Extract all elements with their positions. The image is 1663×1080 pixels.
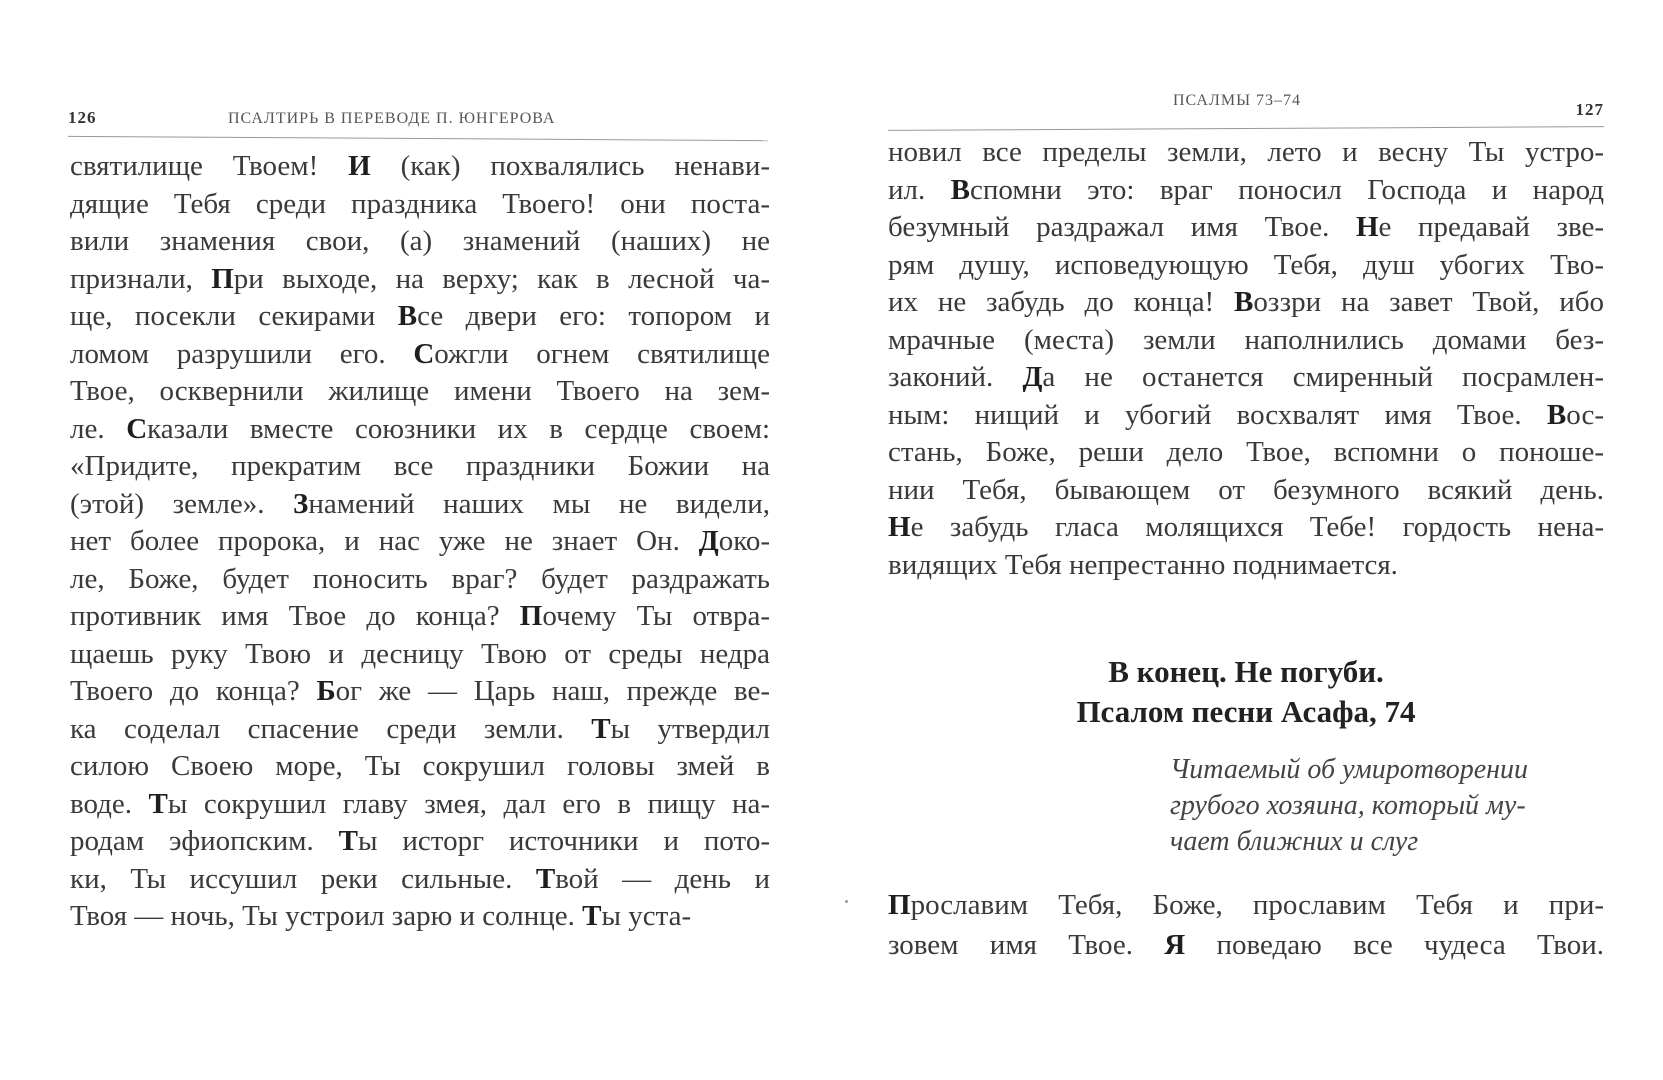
verse-initial: П <box>888 889 911 921</box>
text-segment: их не забудь до конца! <box>888 286 1235 318</box>
text-segment: противник имя Твое до конца? <box>70 600 520 632</box>
page-number-right: 127 <box>1575 100 1604 119</box>
text-segment: ы сокрушил главу змея, дал его в пищу на- <box>167 787 770 820</box>
right-text-column <box>888 134 1604 584</box>
gutter-mark <box>845 900 848 903</box>
text-line <box>70 673 770 711</box>
text-line <box>70 373 770 411</box>
text-segment: ы уста- <box>601 900 692 932</box>
running-head-title-right: ПСАЛМЫ 73–74 <box>1173 92 1302 109</box>
text-line <box>70 148 770 186</box>
text-segment: нет более пророка, и нас уже не знает Он. <box>70 525 699 557</box>
text-segment: святилище Твоем! <box>70 150 349 182</box>
verse-initial: Д <box>1022 361 1043 393</box>
text-line <box>70 223 770 261</box>
text-segment: казали вместе союзники их в сердце своем: <box>147 412 771 445</box>
text-line <box>70 186 770 224</box>
verse-initial: И <box>348 150 371 182</box>
text-line <box>888 134 1604 172</box>
text-segment: рям душу, исповедующую Тебя, душ убогих Тво- <box>888 248 1604 281</box>
psalm-note <box>1170 752 1600 860</box>
text-segment: рославим Тебя, Боже, прославим Тебя и при- <box>910 889 1604 921</box>
text-segment: вой — день и <box>555 862 770 895</box>
right-page <box>830 0 1663 1080</box>
text-line <box>70 598 770 636</box>
text-segment: (как) похвалялись ненави- <box>370 150 771 182</box>
text-segment: законий. <box>888 361 1023 393</box>
text-segment: родам эфиопским. <box>70 825 339 857</box>
verse-initial: В <box>1234 286 1254 318</box>
text-segment: ле, Боже, будет поносить враг? будет раздражать <box>70 562 770 595</box>
text-segment: «Придите, прекратим все праздники Божии на <box>70 450 770 482</box>
text-segment: ки, Ты иссушил реки сильные. <box>70 862 536 895</box>
text-line <box>888 925 1604 965</box>
text-segment: ы утвердил <box>610 712 770 745</box>
text-segment: силою Своею море, Ты сокрушил головы змей в <box>70 750 770 782</box>
text-line <box>888 509 1604 547</box>
verse-initial: Т <box>148 787 168 820</box>
text-segment: ще, посекли секирами <box>70 300 398 332</box>
verse-initial: В <box>950 173 970 206</box>
text-segment: новил все пределы земли, лето и весну Ты устро- <box>888 136 1604 168</box>
verse-initial: С <box>413 337 435 370</box>
text-line <box>70 336 770 374</box>
psalm-heading <box>888 652 1604 732</box>
text-line <box>70 561 770 599</box>
psalm-body-text <box>888 885 1604 965</box>
verse-initial: Я <box>1164 929 1186 961</box>
verse-initial: Т <box>535 862 556 895</box>
text-segment: видящих Тебя непрестанно поднимается. <box>888 548 1398 581</box>
text-line <box>70 261 770 299</box>
verse-initial: Н <box>1355 211 1379 243</box>
verse-initial: Т <box>591 712 611 745</box>
text-line <box>70 823 770 861</box>
text-segment: намений наших мы не видели, <box>308 487 770 520</box>
text-line <box>888 434 1604 472</box>
text-segment: ос- <box>1566 398 1604 431</box>
text-segment: Твоя — ночь, Ты устроил зарю и солнце. <box>70 900 583 932</box>
text-line <box>888 284 1604 322</box>
text-segment: воде. <box>70 787 149 820</box>
verse-initial: Н <box>888 511 911 543</box>
verse-initial: В <box>397 300 418 332</box>
text-line <box>888 322 1604 360</box>
text-line <box>70 411 770 449</box>
verse-initial: П <box>211 262 234 295</box>
text-segment: а не останется смиренный посрамлен- <box>1042 361 1604 393</box>
text-segment: стань, Боже, реши дело Твое, вспомни о поноше- <box>888 436 1604 468</box>
psalm-note-line: грубого хозяина, который му- <box>1170 790 1526 821</box>
text-line <box>70 748 770 786</box>
page-number-left: 126 <box>68 108 97 127</box>
right-running-head <box>888 92 1604 134</box>
text-line <box>70 486 770 524</box>
left-page <box>0 0 830 1080</box>
text-line <box>888 397 1604 435</box>
psalm-note-line: Читаемый об умиротворении <box>1170 754 1529 785</box>
verse-initial: Д <box>698 525 719 557</box>
text-line <box>70 636 770 674</box>
text-line <box>70 898 770 936</box>
text-segment: поведаю все чудеса Твои. <box>1185 929 1605 961</box>
text-segment: ог же — Царь наш, прежде ве- <box>335 675 770 707</box>
running-head-title-left: ПСАЛТИРЬ В ПЕРЕВОДЕ П. ЮНГЕРОВА <box>228 110 556 127</box>
verse-initial: В <box>1546 398 1567 431</box>
text-line <box>888 172 1604 210</box>
psalm-note-line: чает ближних и слуг <box>1170 826 1419 857</box>
verse-initial: З <box>293 487 309 520</box>
text-line <box>70 298 770 336</box>
text-segment: ным: нищий и убогий восхвалят имя Твое. <box>888 398 1547 431</box>
left-running-head <box>68 100 768 134</box>
text-segment: ри выходе, на верху; как в лесной ча- <box>233 262 770 295</box>
text-segment: е забудь гласа молящихся Тебе! гордость нена- <box>910 511 1604 543</box>
text-segment: се двери его: топором и <box>417 300 770 332</box>
text-line <box>888 885 1604 925</box>
text-segment: ка соделал спасение среди земли. <box>70 712 592 745</box>
psalm-heading-line: В конец. Не погуби. <box>1108 654 1384 689</box>
text-line <box>70 448 770 486</box>
text-segment: оззри на завет Твой, ибо <box>1253 286 1604 318</box>
text-line <box>70 711 770 749</box>
text-segment: Твое, осквернили жилище имени Твоего на зем- <box>70 375 770 407</box>
psalm-heading-line: Псалом песни Асафа, 74 <box>1076 694 1416 729</box>
text-segment: ил. <box>888 173 951 206</box>
text-line <box>888 247 1604 285</box>
verse-initial: С <box>126 412 148 445</box>
text-line <box>888 359 1604 397</box>
text-line <box>70 786 770 824</box>
text-segment: дящие Тебя среди праздника Твоего! они поста- <box>70 187 770 220</box>
text-segment: спомни это: враг поносил Господа и народ <box>970 173 1604 206</box>
text-segment: ле. <box>70 412 127 445</box>
text-segment: Твоего до конца? <box>70 675 317 707</box>
text-segment: ы исторг источники и пото- <box>358 825 770 857</box>
text-segment: безумный раздражал имя Твое. <box>888 211 1356 243</box>
text-segment: щаешь руку Твою и десницу Твою от среды недра <box>70 637 770 670</box>
verse-initial: П <box>519 600 543 632</box>
verse-initial: Т <box>582 900 602 932</box>
verse-initial: Б <box>316 675 336 707</box>
text-segment: зовем имя Твое. <box>888 929 1165 961</box>
text-segment: нии Тебя, бывающем от безумного всякий день. <box>888 473 1604 506</box>
text-segment: (этой) земле». <box>70 487 294 520</box>
text-line <box>70 861 770 899</box>
header-rule-left <box>68 136 768 141</box>
text-line <box>888 547 1604 585</box>
text-line <box>888 209 1604 247</box>
text-segment: очему Ты отвра- <box>542 600 770 632</box>
text-segment: ломом разрушили его. <box>70 337 414 370</box>
left-text-column <box>70 148 770 936</box>
text-line <box>888 472 1604 510</box>
text-line <box>70 523 770 561</box>
text-segment: е предавай зве- <box>1378 211 1605 243</box>
text-segment: око- <box>718 525 770 557</box>
text-segment: ожгли огнем святилище <box>434 337 770 370</box>
header-rule-right <box>888 126 1604 131</box>
verse-initial: Т <box>338 825 358 857</box>
text-segment: признали, <box>70 262 212 295</box>
text-segment: вили знамения свои, (а) знамений (наших) не <box>70 225 770 257</box>
text-segment: мрачные (места) земли наполнились домами без- <box>888 323 1604 356</box>
